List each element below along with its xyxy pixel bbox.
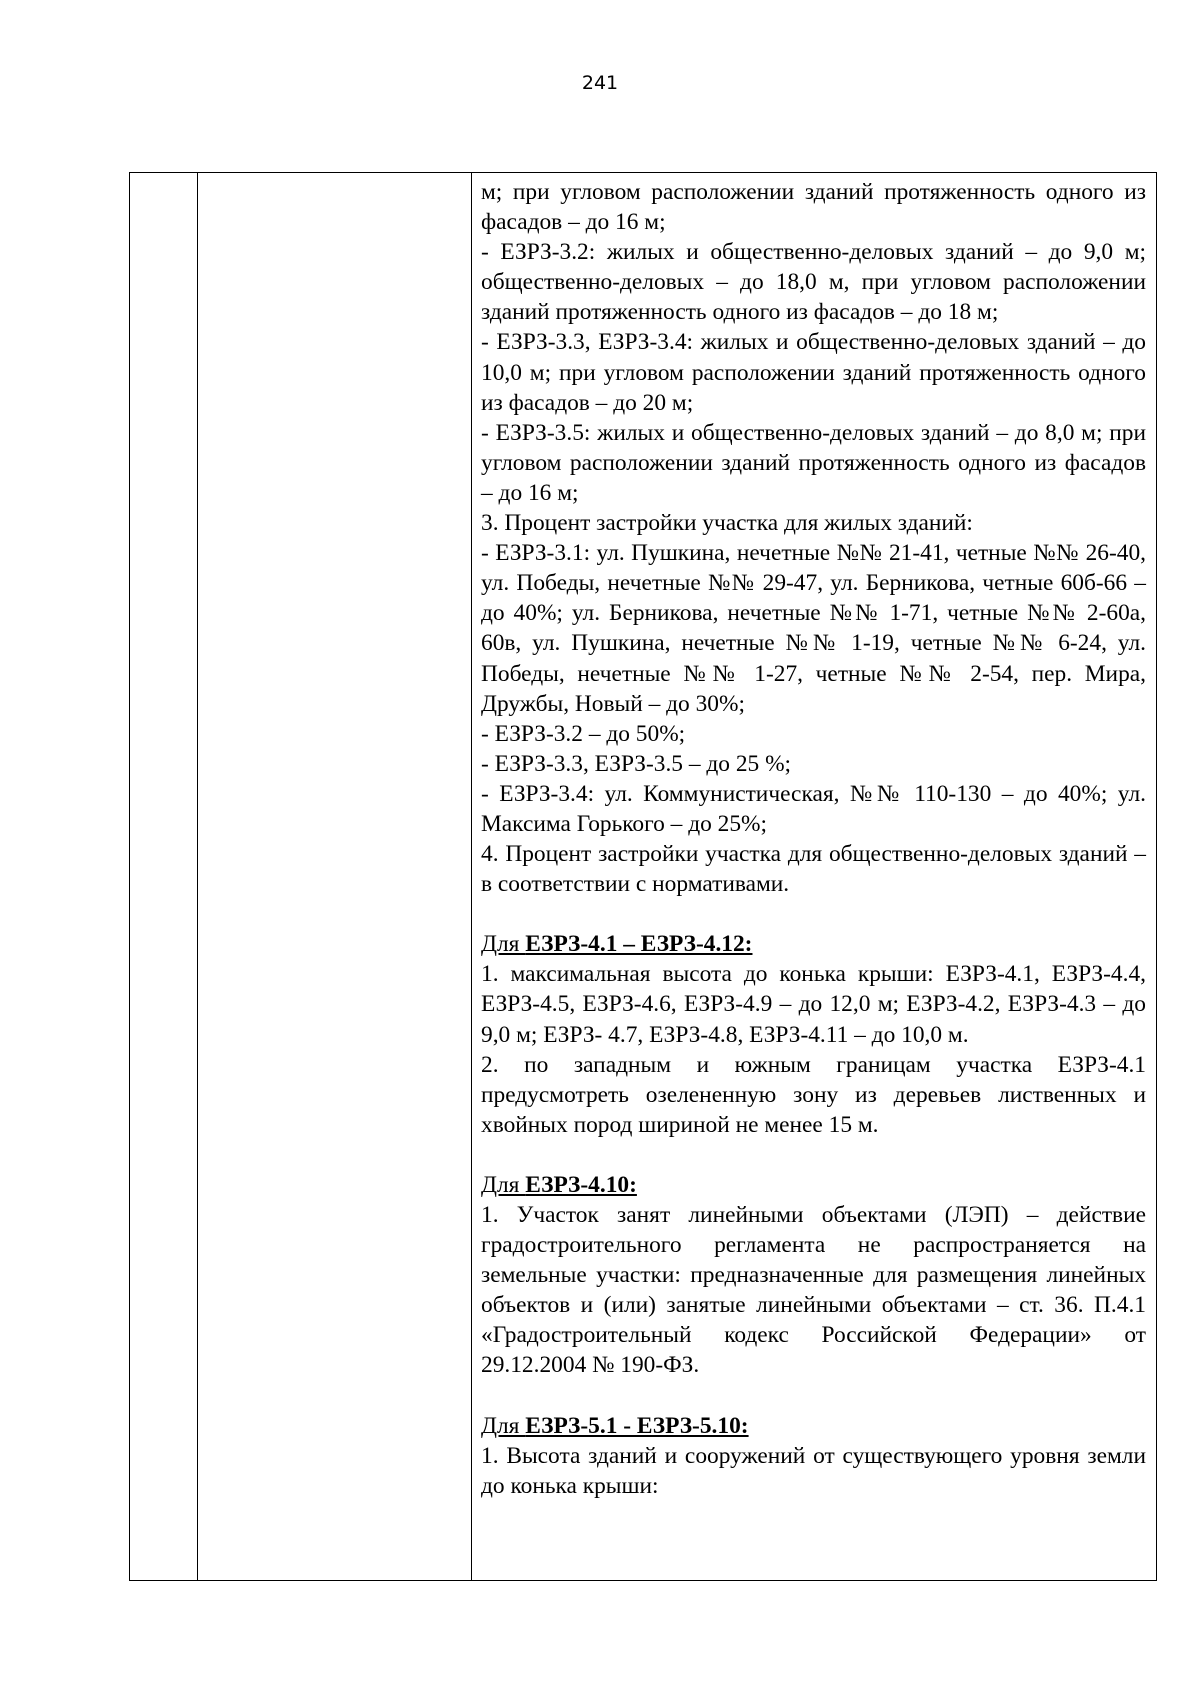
section-spacer	[481, 1140, 1146, 1170]
text-line: 1. Высота зданий и сооружений от существующего уровня земли до конька крыши:	[481, 1442, 1146, 1499]
section-spacer	[481, 1381, 1146, 1411]
text-line: - ЕЗРЗ-3.2 – до 50%;	[481, 720, 686, 747]
text-line: 4. Процент застройки участка для общественно-деловых зданий – в соответствии с нормативами.	[481, 841, 1146, 898]
text-line: 2. по западным и южным границам участка ЕЗРЗ-4.1 предусмотреть озелененную зону из деревьев лиственных и хвойных пород шириной не менее 15 м.	[481, 1051, 1146, 1138]
section-heading-prefix: Для	[481, 1171, 526, 1198]
text-line: 1. максимальная высота до конька крыши: ЕЗРЗ-4.1, ЕЗРЗ-4.4, ЕЗРЗ-4.5, ЕЗРЗ-4.6, ЕЗРЗ-4.9 – до 12,0 м; ЕЗРЗ-4.2, ЕЗРЗ-4.3 – до 9,0 м; ЕЗРЗ- 4.7, ЕЗРЗ-4.8, ЕЗРЗ-4.11 – до 10,0 м.	[481, 961, 1146, 1048]
table-cell-regulations	[472, 173, 1156, 1580]
text-line: - ЕЗРЗ-3.3, ЕЗРЗ-3.5 – до 25 %;	[481, 750, 792, 777]
text-line: - ЕЗРЗ-3.1: ул. Пушкина, нечетные №№ 21-41, четные №№ 26-40, ул. Победы, нечетные №№ 29-47, ул. Берникова, четные 60б-66 – до 40%; ул. Берникова, нечетные №№ 1-71, четные №№ 2-60а, 60в, ул. Пушкина, нечетные №№ 1-19, четные №№ 6-24, ул. Победы, нечетные №№ 1-27, четные №№ 2-54, пер. Мира, Дружбы, Новый – до 30%;	[481, 540, 1146, 717]
section-heading-code: ЕЗРЗ-4.10:	[525, 1171, 637, 1198]
table-cell-zone	[198, 173, 472, 1580]
text-line: 1. Участок занят линейными объектами (ЛЭП) – действие градостроительного регламента не распространяется на земельные участки: предназначенные для размещения линейных объектов и (или) занятые линейными объектами – ст. 36. П.4.1 «Градостроительный кодекс Российской Федерации» от 29.12.2004 № 190-ФЗ.	[481, 1202, 1146, 1379]
section-heading-4-10	[481, 1170, 1146, 1200]
regulations-table	[129, 172, 1157, 1581]
page-number: 241	[581, 72, 619, 94]
section-heading-code: ЕЗРЗ-4.1 – ЕЗРЗ-4.12:	[525, 931, 753, 958]
text-line: - ЕЗРЗ-3.3, ЕЗРЗ-3.4: жилых и общественно-деловых зданий – до 10,0 м; при угловом расположении зданий протяженность одного из фасадов – до 20 м;	[481, 329, 1146, 416]
text-line: - ЕЗРЗ-3.2: жилых и общественно-деловых зданий – до 9,0 м; общественно-деловых – до 18,0 м, при угловом расположении зданий протяженность одного из фасадов – до 18 м;	[481, 239, 1146, 326]
section-spacer	[481, 899, 1146, 929]
section-heading-prefix: Для	[481, 931, 526, 958]
section-heading-prefix: Для	[481, 1412, 526, 1439]
section-heading-5	[481, 1411, 1146, 1441]
text-line: - ЕЗРЗ-3.4: ул. Коммунистическая, №№ 110-130 – до 40%; ул. Максима Горького – до 25%;	[481, 780, 1146, 837]
text-line: 3. Процент застройки участка для жилых зданий:	[481, 510, 973, 537]
text-line: - ЕЗРЗ-3.5: жилых и общественно-деловых зданий – до 8,0 м; при угловом расположении зданий протяженность одного из фасадов – до 16 м;	[481, 419, 1146, 506]
table-cell-number	[130, 173, 198, 1580]
section-heading-code: ЕЗРЗ-5.1 - ЕЗРЗ-5.10:	[525, 1412, 749, 1439]
text-line: м; при угловом расположении зданий протяженность одного из фасадов – до 16 м;	[481, 179, 1146, 236]
section-heading-4	[481, 929, 1146, 959]
